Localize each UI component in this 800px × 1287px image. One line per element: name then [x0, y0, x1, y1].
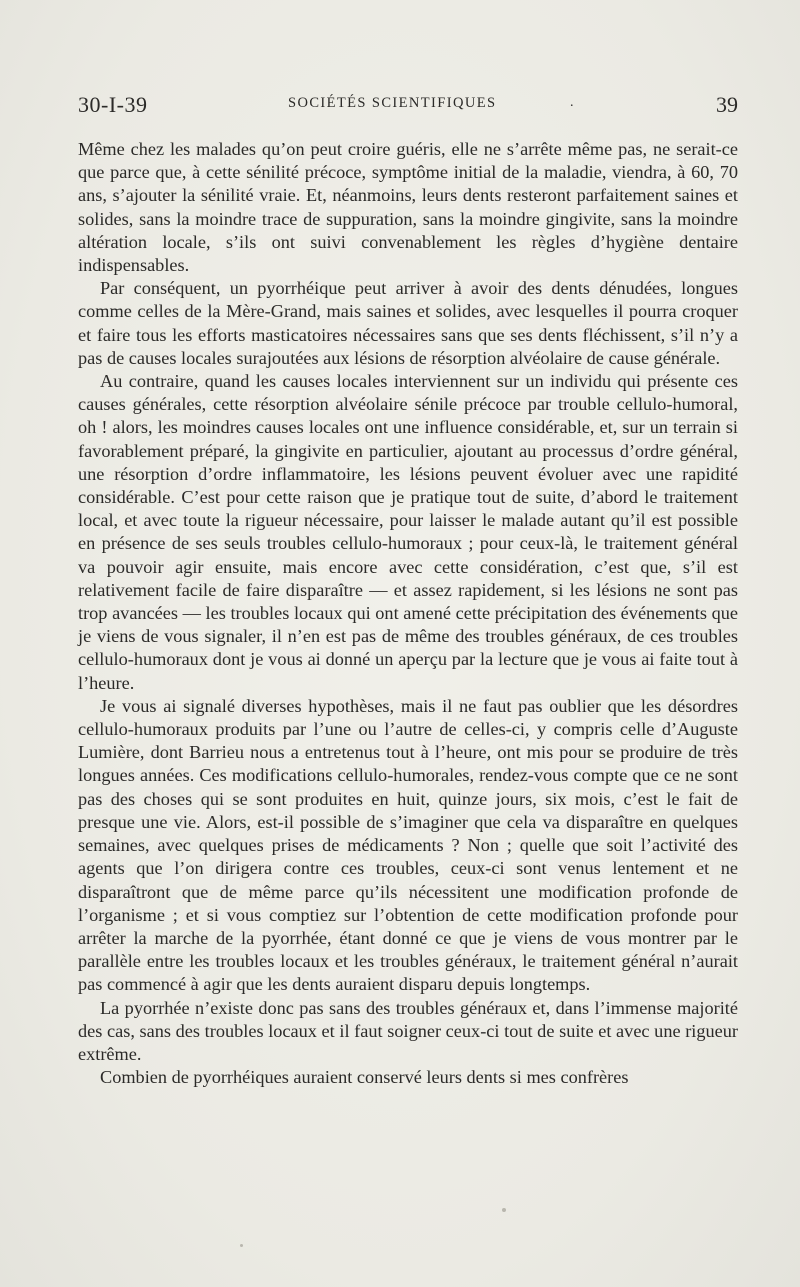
header-date: 30-I-39 — [78, 92, 148, 117]
paragraph-3: Au contraire, quand les causes locales interviennent sur un individu qui présente ces causes générales, cette résorption alvéolaire sénile précoce par trouble cellulo-humoral, oh ! alors, les moindres causes locales ont une influence considérable, et, sur un terrain si favorablement préparé, la gingivite en particulier, ajoutant au processus d’ordre général, une résorption d’ordre inflammatoire, les lésions peuvent évoluer avec une rapidité considérable. C’est pour cette raison que je pratique tout de suite, d’abord le traitement local, et avec toute la rigueur nécessaire, pour laisser le malade autant qu’il est possible en présence de ses seuls troubles cellulo-humoraux ; pour ceux-là, le traitement général va pouvoir agir ensuite, mais encore avec cette considération, c’est que, s’il est relativement facile de faire disparaître — et assez rapidement, si les lésions ne sont pas trop avancées — les troubles locaux qui ont amené cette précipitation des événements que je viens de vous signaler, il n’en est pas de même des troubles généraux, de ces troubles cellulo-humoraux dont je vous ai donné un aperçu par la lecture que je vous ai faite tout à l’heure. — [78, 371, 738, 693]
journal-title: SOCIÉTÉS SCIENTIFIQUES — [288, 95, 497, 111]
paragraph-1: Même chez les malades qu’on peut croire guéris, elle ne s’arrête même pas, ne serait-ce que parce que, à cette sénilité précoce, symptôme initial de la maladie, viendra, à 60, 70 ans, s’ajouter la sénilité vraie. Et, néanmoins, leurs dents resteront parfaitement saines et solides, sans la moindre trace de suppuration, sans la moindre gingivite, sans la moindre altération locale, s’ils ont suivi convenablement les règles d’hygiène dentaire indispensables. — [78, 139, 738, 276]
paragraph-2: Par conséquent, un pyorrhéique peut arriver à avoir des dents dénudées, longues comme celles de la Mère-Grand, mais saines et solides, avec lesquelles il pourra croquer et faire tous les efforts masticatoires nécessaires sans que ses dents fléchissent, s’il n’y a pas de causes locales surajoutées aux lésions de résorption alvéolaire de cause générale. — [78, 278, 738, 368]
paper-speck — [502, 1208, 506, 1212]
running-head — [78, 92, 738, 122]
page-number: 39 — [716, 92, 738, 117]
paragraph-4: Je vous ai signalé diverses hypothèses, mais il ne faut pas oublier que les désordres cellulo-humoraux produits par l’une ou l’autre de celles-ci, y compris celle d’Auguste Lumière, dont Barrieu nous a entretenus tout à l’heure, ont mis pour se produire de très longues années. Ces modifications cellulo-humorales, rendez-vous compte que ce ne sont pas des choses qui se sont produites en huit, quinze jours, six mois, c’est le fait de presque une vie. Alors, est-il possible de s’imaginer que cela va disparaître en quelques semaines, avec quelques prises de médicaments ? Non ; quelle que soit l’activité des agents que l’on dirigera contre ces troubles, ceux-ci sont venus lentement et ne disparaîtront que de même parce qu’ils nécessitent une modification profonde de l’organisme ; et si vous comptiez sur l’obtention de cette modification profonde pour arrêter la marche de la pyorrhée, étant donné ce que je viens de vous montrer par le parallèle entre les troubles locaux et les troubles généraux, le traitement général n’aurait pas commencé à agir que les dents auraient disparu depuis longtemps. — [78, 695, 738, 995]
paragraph-6: Combien de pyorrhéiques auraient conservé leurs dents si mes confrères — [100, 1067, 629, 1088]
paragraph-5: La pyorrhée n’existe donc pas sans des troubles généraux et, dans l’immense majorité des cas, sans des troubles locaux et il faut soigner ceux-ci tout de suite et avec une rigueur extrême. — [78, 997, 738, 1064]
body-text — [78, 138, 738, 1089]
header-separator: . — [570, 95, 574, 110]
paper-speck — [240, 1244, 243, 1247]
